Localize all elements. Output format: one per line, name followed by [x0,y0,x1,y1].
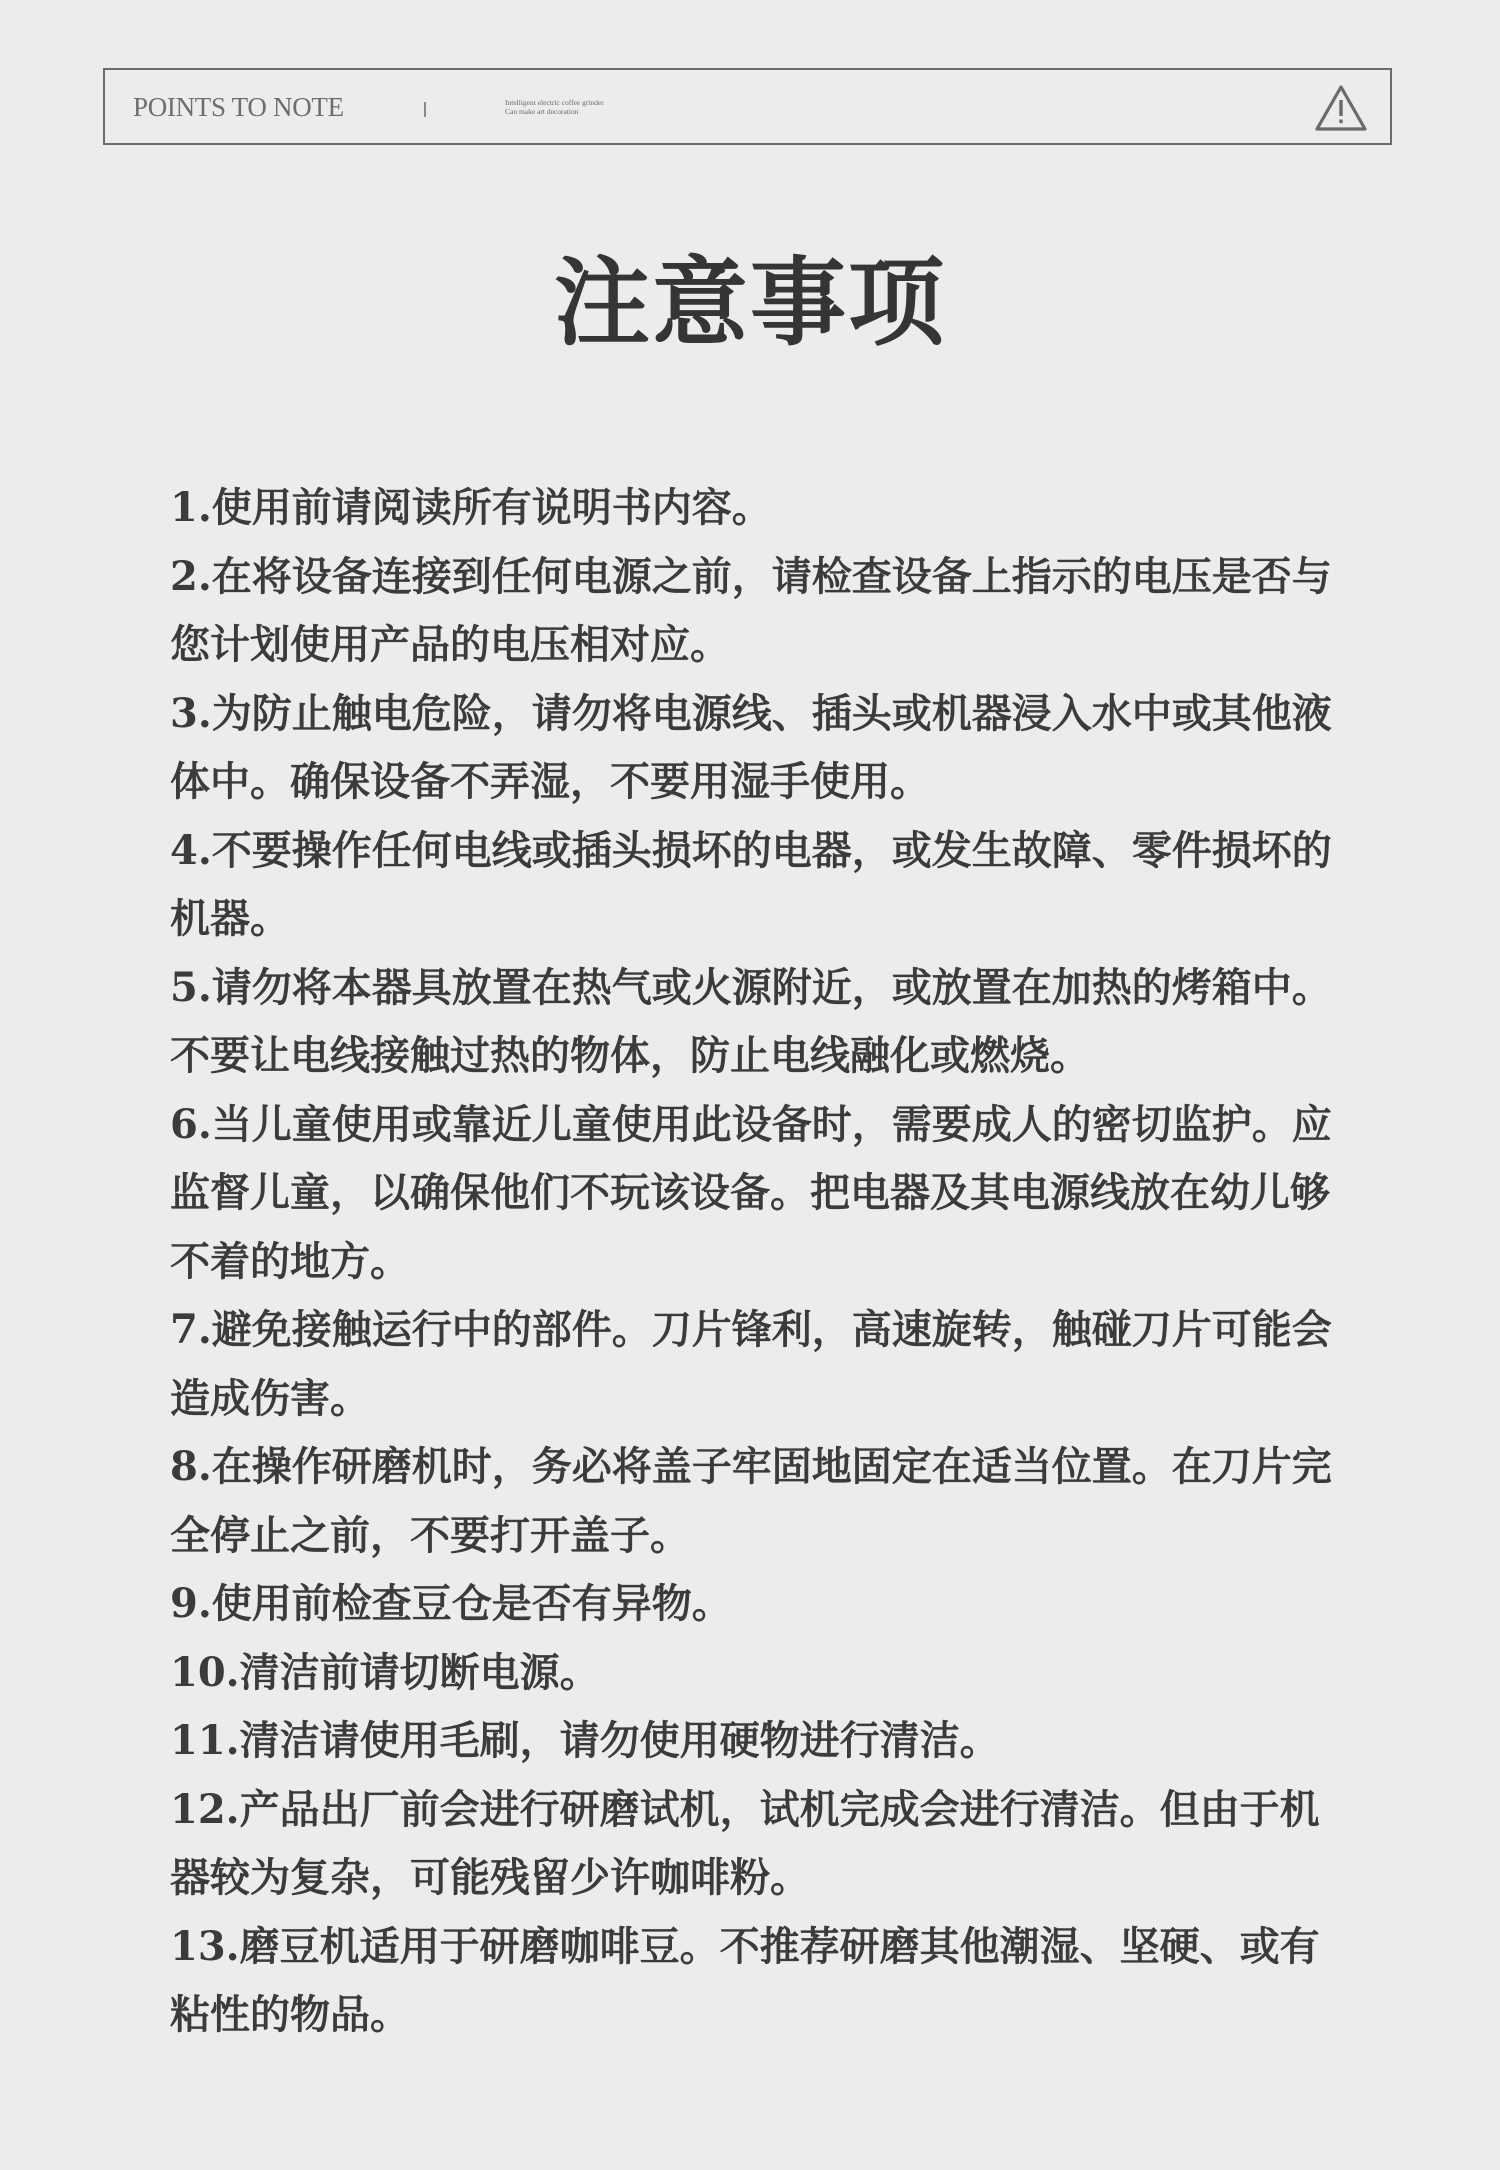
note-item: 6.当儿童使用或靠近儿童使用此设备时，需要成人的密切监护。应监督儿童，以确保他们不玩该设备。把电器及其电源线放在幼儿够不着的地方。 [170,1100,1332,1285]
note-item: 4.不要操作任何电线或插头损坏的电器，或发生故障、零件损坏的机器。 [170,826,1332,942]
page-title: 注意事项 [554,246,946,359]
note-item: 12.产品出厂前会进行研磨试机，试机完成会进行清洁。但由于机器较为复杂，可能残留少许咖啡粉。 [170,1785,1320,1901]
note-item: 10.清洁前请切断电源。 [170,1648,600,1696]
header-subtitle [505,98,604,116]
header-divider [424,102,426,117]
header-banner [103,68,1392,145]
header-title: POINTS TO NOTE [133,92,344,122]
note-item: 3.为防止触电危险，请勿将电源线、插头或机器浸入水中或其他液体中。确保设备不弄湿，不要用湿手使用。 [170,689,1332,805]
note-item: 8.在操作研磨机时，务必将盖子牢固地固定在适当位置。在刀片完全停止之前，不要打开盖子。 [170,1443,1332,1559]
header-subtitle-line1: Intelligent electric coffee grinder [505,98,604,107]
header-subtitle-line2: Can make art decoration [505,107,579,116]
note-item: 2.在将设备连接到任何电源之前，请检查设备上指示的电压是否与您计划使用产品的电压相对应。 [170,552,1332,668]
note-item: 11.清洁请使用毛刷，请勿使用硬物进行清洁。 [170,1717,1000,1764]
notes-list [170,474,1340,2050]
note-item: 9.使用前检查豆仓是否有异物。 [170,1580,732,1627]
warning-icon [1314,84,1368,132]
note-item: 7.避免接触运行中的部件。刀片锋利，高速旋转，触碰刀片可能会造成伤害。 [170,1306,1332,1422]
note-item: 5.请勿将本器具放置在热气或火源附近，或放置在加热的烤箱中。不要让电线接触过热的物体，防止电线融化或燃烧。 [170,963,1332,1079]
note-item: 13.磨豆机适用于研磨咖啡豆。不推荐研磨其他潮湿、坚硬、或有粘性的物品。 [170,1922,1320,2038]
note-item: 1.使用前请阅读所有说明书内容。 [170,484,772,531]
